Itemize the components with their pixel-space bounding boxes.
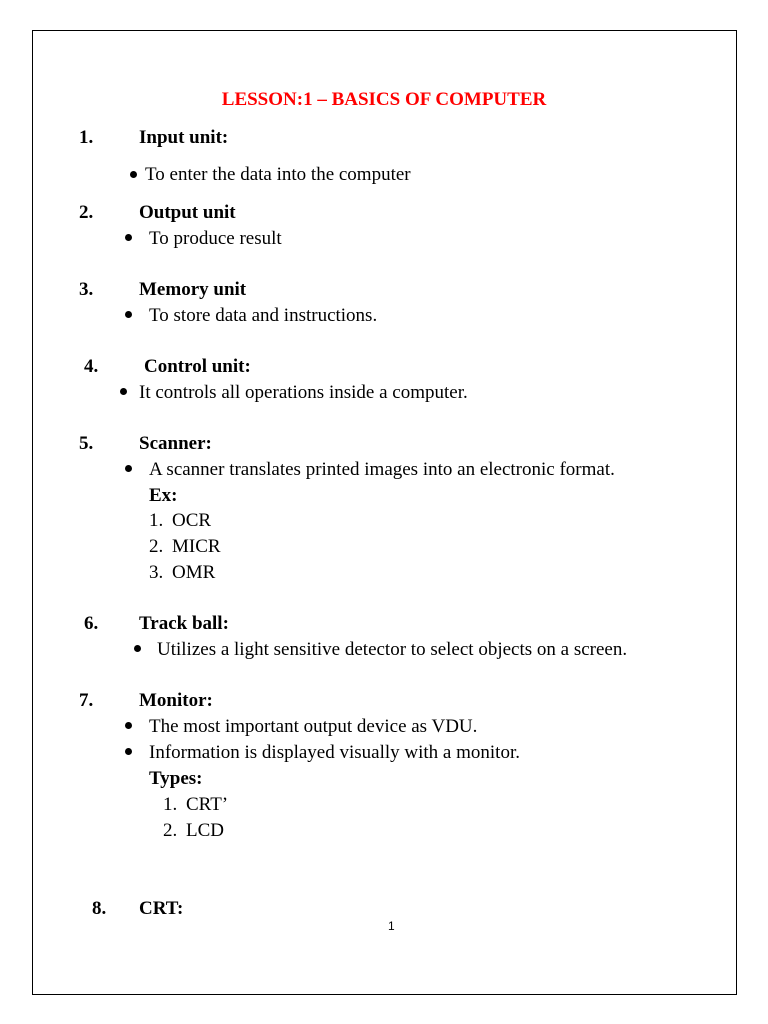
bullet-dot xyxy=(125,465,132,472)
sub-item-number: 3. xyxy=(149,562,164,583)
bullet-dot xyxy=(134,645,141,652)
section-heading: Monitor: xyxy=(139,690,213,711)
bullet-dot xyxy=(120,388,127,395)
bullet-dot xyxy=(125,311,132,318)
page-number: 1 xyxy=(388,919,395,933)
section-number: 6. xyxy=(84,613,99,634)
section-number: 8. xyxy=(92,898,107,919)
bullet-text: To enter the data into the computer xyxy=(145,164,411,185)
section-number: 7. xyxy=(79,690,94,711)
bullet-text: To produce result xyxy=(149,228,282,249)
bullet-dot xyxy=(125,234,132,241)
section-number: 4. xyxy=(84,356,99,377)
types-label: Types: xyxy=(149,768,203,789)
sub-item-number: 2. xyxy=(149,536,164,557)
sub-item-number: 1. xyxy=(163,794,178,815)
sub-item-text: OMR xyxy=(172,562,216,583)
section-heading: Output unit xyxy=(139,202,236,223)
bullet-text: It controls all operations inside a computer. xyxy=(139,382,468,403)
section-number: 1. xyxy=(79,127,94,148)
sub-item-text: CRT’ xyxy=(186,794,229,815)
section-number: 2. xyxy=(79,202,94,223)
bullet-dot xyxy=(130,171,137,178)
sub-item-text: OCR xyxy=(172,510,212,531)
bullet-text: Utilizes a light sensitive detector to select objects on a screen. xyxy=(157,639,628,660)
bullet-text: A scanner translates printed images into an electronic format. xyxy=(149,459,615,480)
section-heading: Track ball: xyxy=(139,613,229,634)
bullet-text: The most important output device as VDU. xyxy=(149,716,478,737)
section-heading: CRT: xyxy=(139,898,184,919)
lesson-title: LESSON:1 – BASICS OF COMPUTER xyxy=(221,89,547,110)
sub-item-number: 1. xyxy=(149,510,164,531)
example-label: Ex: xyxy=(149,485,178,506)
sub-item-number: 2. xyxy=(163,820,178,841)
bullet-dot xyxy=(125,722,132,729)
section-heading: Memory unit xyxy=(139,279,247,300)
section-heading: Control unit: xyxy=(144,356,251,377)
bullet-text: To store data and instructions. xyxy=(149,305,378,326)
bullet-dot xyxy=(125,748,132,755)
section-number: 5. xyxy=(79,433,94,454)
section-heading: Input unit: xyxy=(139,127,229,148)
sub-item-text: LCD xyxy=(186,820,224,841)
section-number: 3. xyxy=(79,279,94,300)
bullet-text: Information is displayed visually with a monitor. xyxy=(149,742,520,763)
sub-item-text: MICR xyxy=(172,536,221,557)
section-heading: Scanner: xyxy=(139,433,212,454)
